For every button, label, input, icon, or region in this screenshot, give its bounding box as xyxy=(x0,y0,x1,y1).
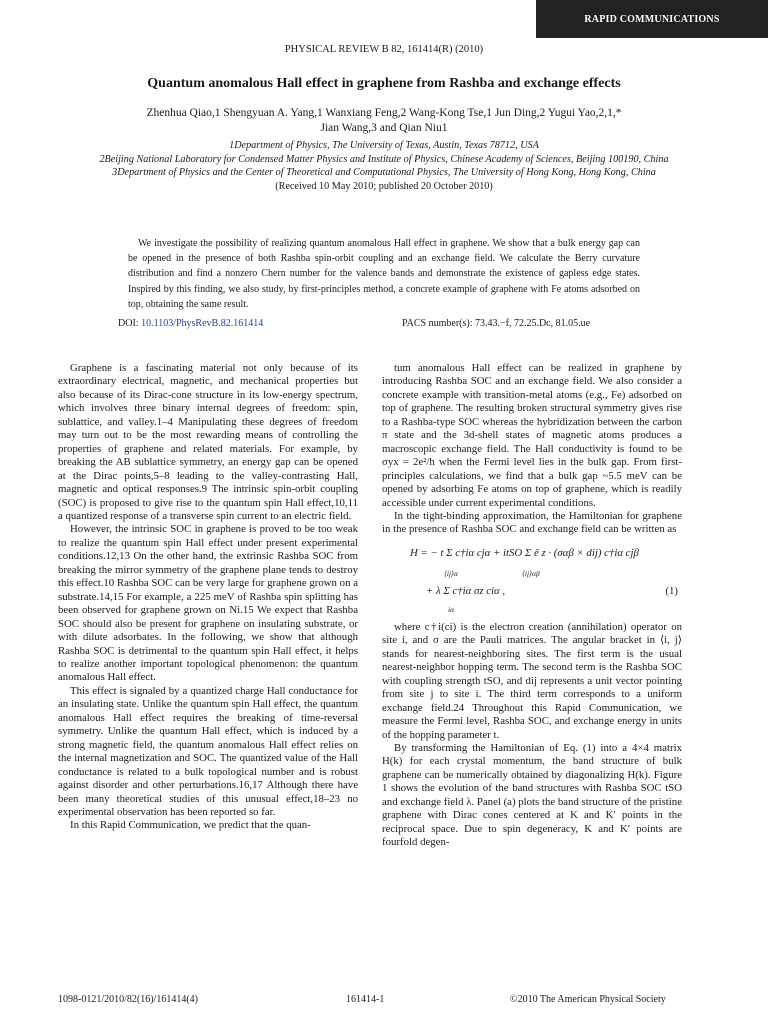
rapid-communications-banner: RAPID COMMUNICATIONS xyxy=(536,0,768,38)
pacs-numbers: PACS number(s): 73.43.−f, 72.25.Dc, 81.05.ue xyxy=(402,318,591,329)
right-paragraph-2: In the tight-binding approximation, the Hamiltonian for graphene in the presence of Rashba SOC and exchange field can be written as xyxy=(382,509,682,536)
received-dates: (Received 10 May 2010; published 20 October 2010) xyxy=(275,180,493,192)
right-column xyxy=(382,362,682,980)
author-list xyxy=(80,106,688,136)
right-paragraph-4: By transforming the Hamiltonian of Eq. (1) into a 4×4 matrix H(k) for each crystal momentum, the band structure of bulk graphene can be numerically obtained by diagonalizing H(k). Figure 1 shows the evolution of the band structures with Rashba SOC tSO and exchange field λ. Panel (a) plots the band structure of the pristine graphene with Dirac cones centered at K and K′ points in the reciprocal space. Due to spin degeneracy, K and K′ points are fourfold degen- xyxy=(382,741,682,849)
right-paragraph-1: tum anomalous Hall effect can be realized in graphene by introducing Rashba SOC and an exchange field. We also consider a concrete example with transition-metal atoms (e.g., Fe) adsorbed on top of graphene. The resulting broken structural symmetry gives rise to a Rashba-type SOC whereas the hybridization between the carbon π state and the 3d-shell states of magnetic atoms produces a macroscopic exchange field. The Hall conductivity is found to be σyx = 2e²/h when the Fermi level lies in the bulk gap. From first-principles calculations, we find that a bulk gap ~5.5 meV can be opened by adsorbing Fe atoms on top of graphene, which is readily accessible under current experimental conditions. xyxy=(382,362,682,509)
left-paragraph-3: This effect is signaled by a quantized charge Hall conductance for an insulating state. Unlike the quantum spin Hall effect, the quantum anomalous Hall effect requires the breaking of time-reversal symmetry. Unlike the quantum Hall effect, which is induced by a strong magnetic field, the quantum anomalous Hall effect relies on the internal magnetization and SOC. The quantized value of the Hall conductance is related to a bulk topological number and is robust against disorder and other perturbations.16,17 Although there have been many theoretical studies of this unusual effect,18–23 no experimental observation has been reported so far. xyxy=(58,684,358,818)
affiliation-3: 3Department of Physics and the Center of Theoretical and Computational Physics, The University of Hong Kong, Hong Kong, China xyxy=(112,167,656,178)
journal-citation: PHYSICAL REVIEW B 82, 161414(R) (2010) xyxy=(284,44,484,55)
equation-number: (1) xyxy=(665,584,678,597)
equation-row-1-sum-index-1: ⟨ij⟩α xyxy=(444,568,458,578)
doi-label: DOI: xyxy=(118,318,139,329)
footer-issn: 1098-0121/2010/82(16)/161414(4) xyxy=(58,994,198,1005)
authors-line-2: Jian Wang,3 and Qian Niu1 xyxy=(320,122,448,134)
left-paragraph-1: Graphene is a fascinating material not only because of its extraordinary electrical, magnetic, and mechanical properties but also because of its Dirac-cone structure in its low-energy spectrum, which involves three binary internal degrees of freedom: spin, sublattice, and valley.1–4 Manipulating these degrees of freedom may turn out to be the most rewarding means of controlling the properties of graphene and related materials. For example, by breaking the AB sublattice symmetry, an energy gap can be opened at the Dirac points,5–8 leading to the valley-contrasting Hall, magnetic and optical responses.9 The intrinsic spin-orbit coupling (SOC) is proposed to give rise to the quantum spin Hall effect,10,11 a quantized response of a transverse spin current to an electric field. xyxy=(58,362,358,522)
right-paragraph-3: where c†i(ci) is the electron creation (annihilation) operator on site i, and σ are the Pauli matrices. The angular bracket in ⟨i, j⟩ stands for nearest-neighboring sites. The first term is the usual nearest-neighbor hopping term. The second term is the Rashba SOC with coupling strength tSO, and dij represents a unit vector pointing from site j to site i. The third term corresponds to a uniform exchange field.24 Throughout this Rapid Communication, we measure the Fermi level, Rashba SOC, and exchange energy in units of the hopping parameter t. xyxy=(382,620,682,741)
left-paragraph-2: However, the intrinsic SOC in graphene is proved to be too weak to realize the quantum spin Hall effect under present experimental conditions.12,13 On the other hand, the extrinsic Rashba SOC from breaking the mirror symmetry of the graphene plane tends to destroy this effect.10 Rashba SOC can be very large for graphene grown on a substrate.14,15 For example, a 225 meV of Rashba spin splitting has been observed for graphene grown on Ni.15 We expect that Rashba SOC should also be present for graphene on insulating substrate, or with dilute adsorbates. In the following, we show that although Rashba SOC is detrimental to the quantum spin Hall effect, it helps to realize another important topological phenomenon: the quantum anomalous Hall effect. xyxy=(58,523,358,684)
abstract: We investigate the possibility of realizing quantum anomalous Hall effect in graphene. We show that a bulk energy gap can be opened in the presence of both Rashba spin-orbit coupling and an exchange field. We calculate the Berry curvature distribution and find a nonzero Chern number for the valence bands and demonstrate the existence of gapless edge states. Inspired by this finding, we also study, by first-principles method, a concrete example of graphene with Fe atoms adsorbed on top, obtaining the same result. xyxy=(128,238,640,310)
equation-row-1: H = − t Σ c†iα cjα + itSO Σ ê z · (σαβ × dij) c†iα cjβ xyxy=(410,546,639,559)
doi-link[interactable]: 10.1103/PhysRevB.82.161414 xyxy=(141,318,264,329)
equation-row-2: + λ Σ c†iα σz ciα , xyxy=(426,584,506,597)
affiliation-1: 1Department of Physics, The University of Texas, Austin, Texas 78712, USA xyxy=(229,140,539,151)
equation-1 xyxy=(382,545,682,615)
footer-copyright: ©2010 The American Physical Society xyxy=(510,994,666,1005)
paper-title: Quantum anomalous Hall effect in graphene from Rashba and exchange effects xyxy=(147,76,621,91)
equation-row-1-sum-index-2: ⟨ij⟩αβ xyxy=(522,568,540,578)
doi-line xyxy=(118,318,263,329)
footer-page-number: 161414-1 xyxy=(346,994,385,1005)
left-paragraph-4: In this Rapid Communication, we predict that the quan- xyxy=(70,819,311,832)
affiliation-2: 2Beijing National Laboratory for Condensed Matter Physics and Institute of Physics, Chinese Academy of Sciences, Beijing 100190, China xyxy=(99,153,669,165)
equation-row-2-sum-index: iα xyxy=(448,604,455,614)
authors-line-1: Zhenhua Qiao,1 Shengyuan A. Yang,1 Wanxiang Feng,2 Wang-Kong Tse,1 Jun Ding,2 Yugui Yao,2,1,* xyxy=(146,107,622,119)
affiliations xyxy=(70,139,698,193)
left-column xyxy=(58,362,358,980)
